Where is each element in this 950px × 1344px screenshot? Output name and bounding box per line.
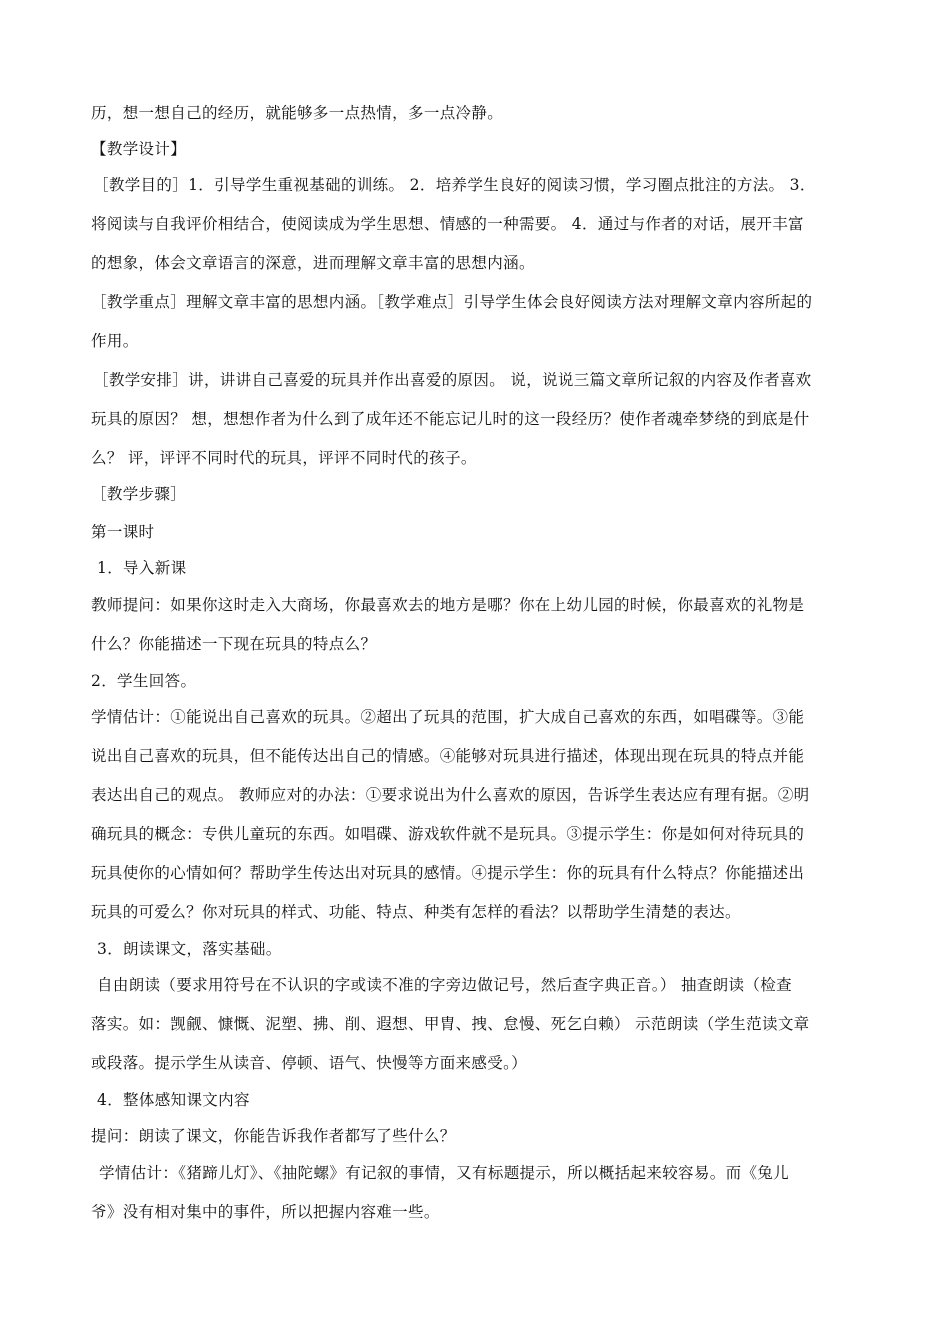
section-heading-teaching-steps: ［教学步骤］ xyxy=(91,485,187,503)
text-line: 作用。 xyxy=(91,332,139,350)
text-line: 将阅读与自我评价相结合，使阅读成为学生思想、情感的一种需要。 4．通过与作者的对话，展开丰富 xyxy=(91,215,804,233)
text-line: ［教学重点］理解文章丰富的思想内涵。［教学难点］引导学生体会良好阅读方法对理解文章内容所起的 xyxy=(91,293,813,311)
step-heading: 2．学生回答。 xyxy=(91,672,197,690)
section-heading-teaching-design: 【教学设计】 xyxy=(91,140,187,158)
text-line: 什么？你能描述一下现在玩具的特点么？ xyxy=(91,635,377,653)
text-line: ［教学安排］讲，讲讲自己喜爱的玩具并作出喜爱的原因。 说，说说三篇文章所记叙的内容及作者喜欢 xyxy=(93,371,812,389)
text-line: 落实。如：觊觎、慷慨、泥塑、拂、削、遐想、甲胄、拽、怠慢、死乞白赖） 示范朗读（学生范读文章 xyxy=(91,1015,810,1033)
text-line: ［教学目的］1．引导学生重视基础的训练。 2．培养学生良好的阅读习惯，学习圈点批注的方法。 3． xyxy=(93,176,816,194)
lesson-heading: 第一课时 xyxy=(91,523,155,541)
text-line: 自由朗读（要求用符号在不认识的字或读不准的字旁边做记号，然后查字典正音。） 抽查朗读（检查 xyxy=(97,976,792,994)
text-line: 确玩具的概念：专供儿童玩的东西。如唱碟、游戏软件就不是玩具。③提示学生：你是如何对待玩具的 xyxy=(91,825,805,843)
text-line: 说出自己喜欢的玩具，但不能传达出自己的情感。④能够对玩具进行描述，体现出现在玩具的特点并能 xyxy=(91,747,805,765)
text-line: 玩具的原因？ 想，想想作者为什么到了成年还不能忘记儿时的这一段经历？使作者魂牵梦绕的到底是什 xyxy=(91,410,810,428)
text-line: 玩具的可爱么？你对玩具的样式、功能、特点、种类有怎样的看法？以帮助学生清楚的表达。 xyxy=(91,903,741,921)
text-line: 表达出自己的观点。 教师应对的办法：①要求说出为什么喜欢的原因，告诉学生表达应有理有据。②明 xyxy=(91,786,810,804)
step-heading: 4．整体感知课文内容 xyxy=(97,1091,250,1109)
text-line: 爷》没有相对集中的事件，所以把握内容难一些。 xyxy=(91,1203,440,1221)
step-heading: 3．朗读课文，落实基础。 xyxy=(97,940,282,958)
text-line: 学情估计：《猪蹄儿灯》、《抽陀螺》有记叙的事情，又有标题提示，所以概括起来较容易。而《兔儿 xyxy=(99,1164,790,1182)
text-line: 的想象，体会文章语言的深意，进而理解文章丰富的思想内涵。 xyxy=(91,254,535,272)
step-heading: 1．导入新课 xyxy=(97,559,187,577)
text-line: 提问：朗读了课文，你能告诉我作者都写了些什么？ xyxy=(91,1127,456,1145)
text-line: 学情估计：①能说出自己喜欢的玩具。②超出了玩具的范围，扩大成自己喜欢的东西，如唱碟等。③能 xyxy=(91,708,805,726)
text-line: 玩具使你的心情如何？帮助学生传达出对玩具的感情。④提示学生：你的玩具有什么特点？你能描述出 xyxy=(91,864,805,882)
text-line: 么？ 评，评评不同时代的玩具，评评不同时代的孩子。 xyxy=(91,449,477,467)
text-line: 教师提问：如果你这时走入大商场，你最喜欢去的地方是哪？你在上幼儿园的时候，你最喜欢的礼物是 xyxy=(91,596,805,614)
text-line: 或段落。提示学生从读音、停顿、语气、快慢等方面来感受。） xyxy=(91,1054,528,1072)
text-line: 历，想一想自己的经历，就能够多一点热情，多一点冷静。 xyxy=(91,104,504,122)
